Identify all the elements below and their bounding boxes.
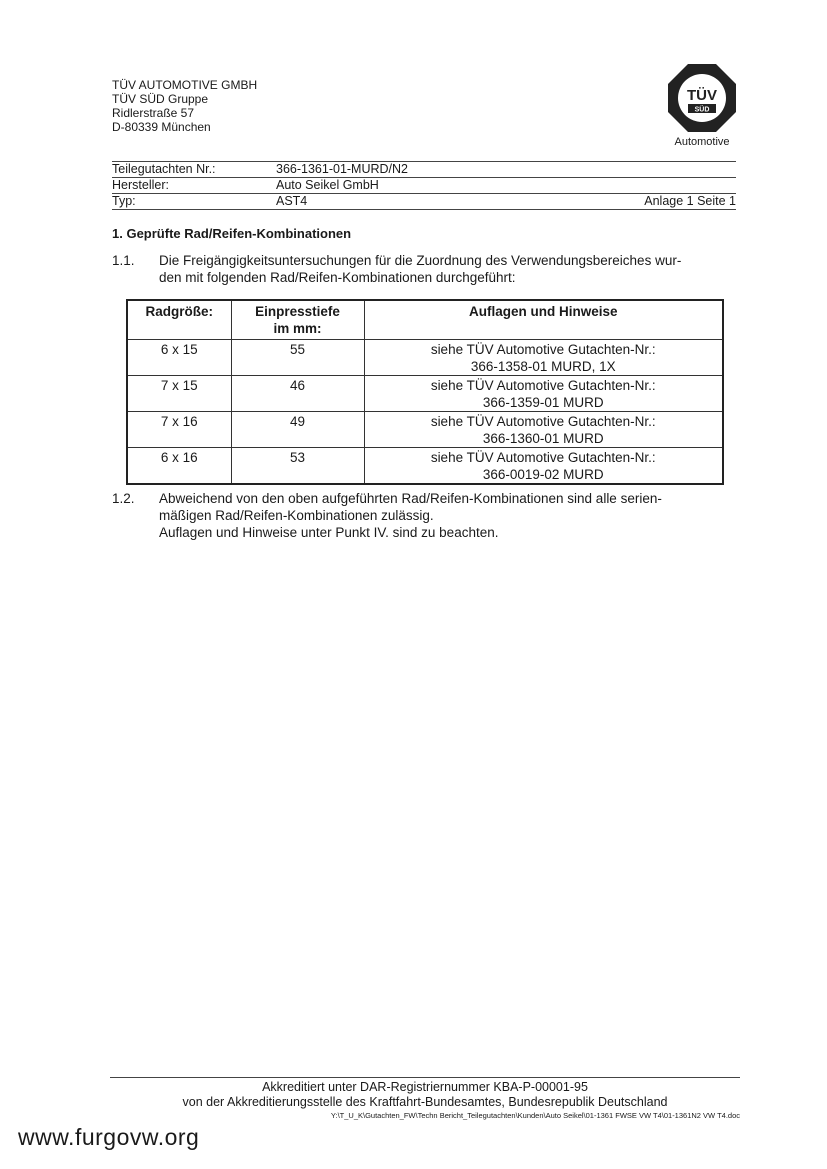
table-row	[127, 340, 723, 376]
cell-note	[364, 340, 723, 376]
paragraph-line: Die Freigängigkeitsuntersuchungen für die Zuordnung des Verwendungsbereiches wur-	[159, 253, 682, 268]
cell-size: 7 x 16	[127, 412, 231, 448]
company-address	[112, 78, 257, 134]
meta-value: 366-1361-01-MURD/N2	[276, 162, 409, 176]
header-notes	[364, 300, 723, 340]
header-offset-line: im mm:	[273, 321, 322, 336]
table-row	[127, 376, 723, 412]
footer-divider	[110, 1077, 740, 1078]
note-line: siehe TÜV Automotive Gutachten-Nr.:	[430, 450, 656, 465]
paragraph-1-1	[112, 252, 740, 286]
note-line: siehe TÜV Automotive Gutachten-Nr.:	[430, 378, 656, 393]
cell-offset: 49	[231, 412, 364, 448]
footer-authority: von der Akkreditierungsstelle des Kraftfahrt-Bundesamtes, Bundesrepublik Deutschland	[182, 1095, 668, 1109]
header-notes-label: Auflagen und Hinweise	[468, 304, 618, 319]
paragraph-1-2	[112, 490, 740, 541]
meta-value: AST4	[276, 194, 308, 208]
note-line: 366-1360-01 MURD	[482, 431, 604, 446]
paragraph-text	[159, 490, 740, 541]
cell-offset: 46	[231, 376, 364, 412]
watermark-url: www.furgovw.org	[18, 1124, 200, 1150]
meta-row	[112, 177, 736, 193]
note-line: siehe TÜV Automotive Gutachten-Nr.:	[430, 342, 656, 357]
paragraph-number: 1.1.	[112, 253, 135, 268]
meta-row	[112, 161, 736, 177]
cell-size: 7 x 15	[127, 376, 231, 412]
paragraph-line: mäßigen Rad/Reifen-Kombinationen zulässig.	[159, 508, 434, 523]
company-city: D-80339 München	[112, 120, 211, 134]
header-offset	[231, 300, 364, 340]
cell-size: 6 x 15	[127, 340, 231, 376]
paragraph-line: Abweichend von den oben aufgeführten Rad/Reifen-Kombinationen sind alle serien-	[159, 491, 662, 506]
logo-text-bottom: SÜD	[694, 106, 710, 114]
header-size	[127, 300, 231, 340]
logo-caption: Automotive	[674, 136, 730, 148]
table-row	[127, 412, 723, 448]
note-line: 366-1359-01 MURD	[482, 395, 604, 410]
meta-value: Auto Seikel GmbH	[276, 178, 379, 192]
header-offset-line: Einpresstiefe	[255, 304, 340, 319]
table-header-row	[127, 300, 723, 340]
meta-label: Teilegutachten Nr.:	[112, 162, 216, 176]
paragraph-line: Auflagen und Hinweise unter Punkt IV. sind zu beachten.	[159, 525, 499, 540]
note-line: siehe TÜV Automotive Gutachten-Nr.:	[430, 414, 656, 429]
footer-file-path: Y:\T_U_K\Gutachten_FW\Techn Bericht_Teilegutachten\Kunden\Auto Seikel\01-1361 FWSE VW T4\01-1361N2 VW T4.doc	[330, 1111, 740, 1120]
cell-note	[364, 448, 723, 485]
document-meta	[112, 161, 736, 210]
note-line: 366-1358-01 MURD, 1X	[470, 359, 616, 374]
section-title: 1. Geprüfte Rad/Reifen-Kombinationen	[112, 226, 352, 241]
table-row	[127, 448, 723, 485]
paragraph-line: den mit folgenden Rad/Reifen-Kombinationen durchgeführt:	[159, 270, 516, 285]
logo-text-top: TÜV	[687, 87, 717, 104]
meta-label: Hersteller:	[112, 178, 169, 192]
cell-note	[364, 412, 723, 448]
meta-row	[112, 193, 736, 210]
header-size-label: Radgröße:	[145, 304, 213, 319]
page-reference: Anlage 1 Seite 1	[644, 194, 736, 208]
cell-size: 6 x 16	[127, 448, 231, 485]
paragraph-text	[159, 252, 740, 286]
cell-note	[364, 376, 723, 412]
cell-offset: 55	[231, 340, 364, 376]
company-name: TÜV AUTOMOTIVE GMBH	[112, 78, 258, 92]
cell-offset: 53	[231, 448, 364, 485]
tuv-logo-icon	[668, 64, 736, 132]
paragraph-number: 1.2.	[112, 491, 135, 506]
company-group: TÜV SÜD Gruppe	[112, 92, 209, 106]
wheel-tire-table	[126, 299, 724, 485]
meta-label: Typ:	[112, 194, 136, 208]
company-street: Ridlerstraße 57	[112, 106, 195, 120]
footer-accreditation: Akkreditiert unter DAR-Registriernummer KBA-P-00001-95	[262, 1080, 588, 1094]
note-line: 366-0019-02 MURD	[482, 467, 604, 482]
